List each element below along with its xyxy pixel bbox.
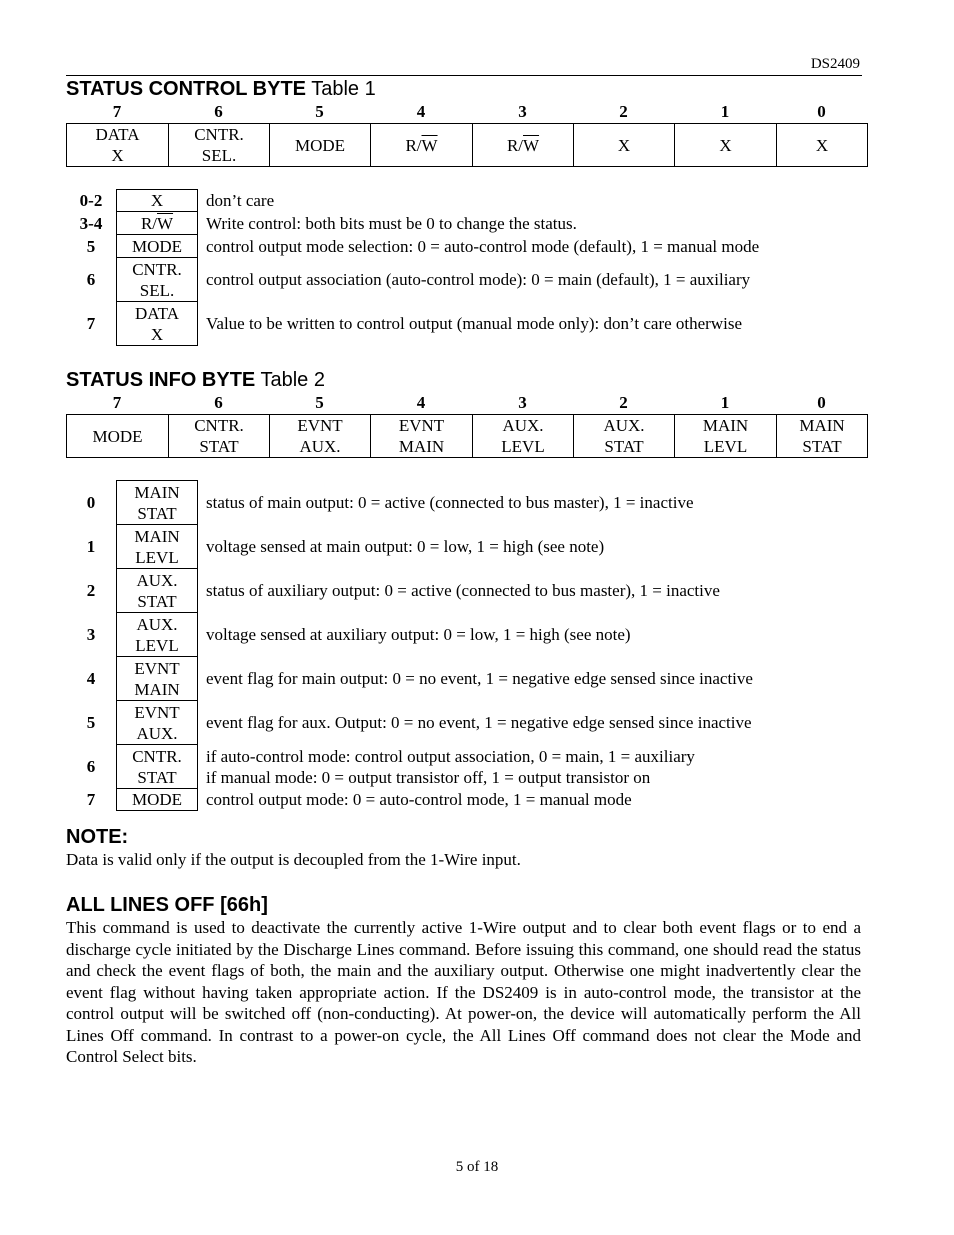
bit-cell: MODE <box>270 124 371 167</box>
bit-number: 7 <box>112 102 122 121</box>
legend-bit: 6 <box>86 270 96 289</box>
bit-cell: AUX. LEVL <box>473 415 574 458</box>
bit-number: 2 <box>619 393 628 412</box>
bit-cell: MAIN LEVL <box>675 415 777 458</box>
bit-cell: X <box>777 124 868 167</box>
bit-cell: AUX. STAT <box>574 415 675 458</box>
legend-bit: 5 <box>86 713 96 732</box>
bit-number: 5 <box>315 102 324 121</box>
legend-row <box>66 613 753 657</box>
legend-row <box>66 569 753 613</box>
bit-number: 0 <box>817 102 826 121</box>
legend-desc: control output mode selection: 0 = auto-control mode (default), 1 = manual mode <box>206 236 760 256</box>
legend-desc: voltage sensed at main output: 0 = low, 1 = high (see note) <box>206 537 605 556</box>
legend-desc: if auto-control mode: control output association, 0 = main, 1 = auxiliary if manual mode: 0 = output transistor off, 1 = output transistor on <box>206 746 695 787</box>
table1-legend <box>66 189 759 346</box>
legend-row <box>66 212 759 235</box>
note-heading: NOTE: <box>66 826 129 848</box>
table2-bit-numbers <box>66 393 867 413</box>
legend-bit: 2 <box>86 581 96 600</box>
bit-cell: EVNT AUX. <box>270 415 371 458</box>
legend-field: EVNT MAIN <box>117 657 198 701</box>
table2-title-rest: Table 2 <box>260 369 325 391</box>
legend-desc: control output association (auto-control mode): 0 = main (default), 1 = auxiliary <box>206 270 751 289</box>
legend-bit: 4 <box>86 669 96 688</box>
legend-field: CNTR. STAT <box>117 745 198 789</box>
table2-title-bold: STATUS INFO BYTE <box>66 369 256 391</box>
bit-cell: X <box>574 124 675 167</box>
legend-bit: 3 <box>86 625 96 644</box>
bit-number: 7 <box>112 393 122 412</box>
legend-bit: 0 <box>86 493 96 512</box>
legend-bit: 5 <box>86 236 96 256</box>
bit-cell: X <box>675 124 777 167</box>
legend-row <box>66 481 753 525</box>
legend-row <box>66 302 759 346</box>
legend-row <box>66 525 753 569</box>
legend-desc: Write control: both bits must be 0 to change the status. <box>206 213 577 233</box>
bit-number: 3 <box>518 102 527 121</box>
bit-cell: DATA X <box>67 124 169 167</box>
bit-number: 0 <box>817 393 826 412</box>
legend-field: MAIN LEVL <box>117 525 198 569</box>
bit-cell: $R/\overline{W}$ <box>371 124 473 167</box>
legend-bit: 0-2 <box>79 191 103 210</box>
legend-field: X <box>117 190 198 212</box>
legend-field: $R/\overline{W}$ <box>117 212 198 235</box>
bit-number: 4 <box>416 102 426 121</box>
legend-field: AUX. LEVL <box>117 613 198 657</box>
bit-number: 3 <box>518 393 527 412</box>
table1-title-rest: Table 1 <box>311 78 376 100</box>
table1-bit-numbers <box>66 102 867 122</box>
legend-field: MAIN STAT <box>117 481 198 525</box>
legend-bit: 7 <box>86 314 96 333</box>
legend-desc: status of auxiliary output: 0 = active (connected to bus master), 1 = inactive <box>206 581 720 600</box>
section-paragraph: This command is used to deactivate the currently active 1-Wire output and to clear both event flags or to end a discharge cycle initiated by the Discharge Lines command. Before issuing this command, one should read the status and check the event flags of both, the main and the auxiliary output. Otherwise one might inadvertently clear the event flag without having taken appropriate action. If the DS2409 is in auto-control mode, the transistor at the control output will be switched off (non-conducting). At power-on, the device will automatically perform the All Lines Off command. In contrast to a power-on cycle, the All Lines Off command does not clear the Mode and Control Select bits. <box>66 918 861 1066</box>
document-id: DS2409 <box>810 56 860 72</box>
legend-field: AUX. STAT <box>117 569 198 613</box>
legend-field: MODE <box>117 789 198 811</box>
legend-row <box>66 745 753 789</box>
legend-field: DATA X <box>117 302 198 346</box>
bit-cell: EVNT MAIN <box>371 415 473 458</box>
note-text: Data is valid only if the output is decoupled from the 1-Wire input. <box>66 850 521 869</box>
bit-number: 1 <box>720 102 730 121</box>
table1-title <box>66 77 376 101</box>
legend-field: CNTR. SEL. <box>117 258 198 302</box>
bit-cell: CNTR. SEL. <box>169 124 270 167</box>
legend-desc: status of main output: 0 = active (connected to bus master), 1 = inactive <box>206 493 694 512</box>
bit-cell: CNTR. STAT <box>169 415 270 458</box>
legend-desc: event flag for aux. Output: 0 = no event, 1 = negative edge sensed since inactive <box>206 713 752 732</box>
legend-field: MODE <box>117 235 198 258</box>
table2-legend <box>66 480 753 811</box>
status-info-byte-table <box>66 414 868 458</box>
bit-cell: MAIN STAT <box>777 415 868 458</box>
bit-number: 2 <box>619 102 628 121</box>
legend-desc: event flag for main output: 0 = no event, 1 = negative edge sensed since inactive <box>206 669 753 688</box>
legend-row <box>66 190 759 212</box>
bit-number: 6 <box>214 102 223 121</box>
bit-number: 6 <box>214 393 223 412</box>
page-number: 5 of 18 <box>455 1159 499 1175</box>
status-control-byte-table <box>66 123 868 167</box>
legend-bit: 3-4 <box>79 213 103 233</box>
legend-bit: 7 <box>86 790 96 809</box>
legend-desc: Value to be written to control output (manual mode only): don’t care otherwise <box>206 314 742 333</box>
legend-row <box>66 789 753 811</box>
legend-field: EVNT AUX. <box>117 701 198 745</box>
legend-bit: 6 <box>86 757 96 776</box>
legend-row <box>66 258 759 302</box>
bit-cell: $R/\overline{W}$ <box>473 124 574 167</box>
bit-number: 1 <box>720 393 730 412</box>
bit-cell: MODE <box>67 415 169 458</box>
bit-number: 4 <box>416 393 426 412</box>
legend-desc: control output mode: 0 = auto-control mode, 1 = manual mode <box>206 790 632 809</box>
legend-bit: 1 <box>86 537 96 556</box>
legend-desc: voltage sensed at auxiliary output: 0 = low, 1 = high (see note) <box>206 625 631 644</box>
section-heading: ALL LINES OFF [66h] <box>66 894 268 916</box>
legend-desc: don’t care <box>206 191 275 210</box>
table1-title-bold: STATUS CONTROL BYTE <box>66 78 306 100</box>
table2-title <box>66 368 325 392</box>
bit-number: 5 <box>315 393 324 412</box>
legend-row <box>66 235 759 258</box>
header-rule <box>66 75 862 76</box>
legend-row <box>66 657 753 701</box>
legend-row <box>66 701 753 745</box>
